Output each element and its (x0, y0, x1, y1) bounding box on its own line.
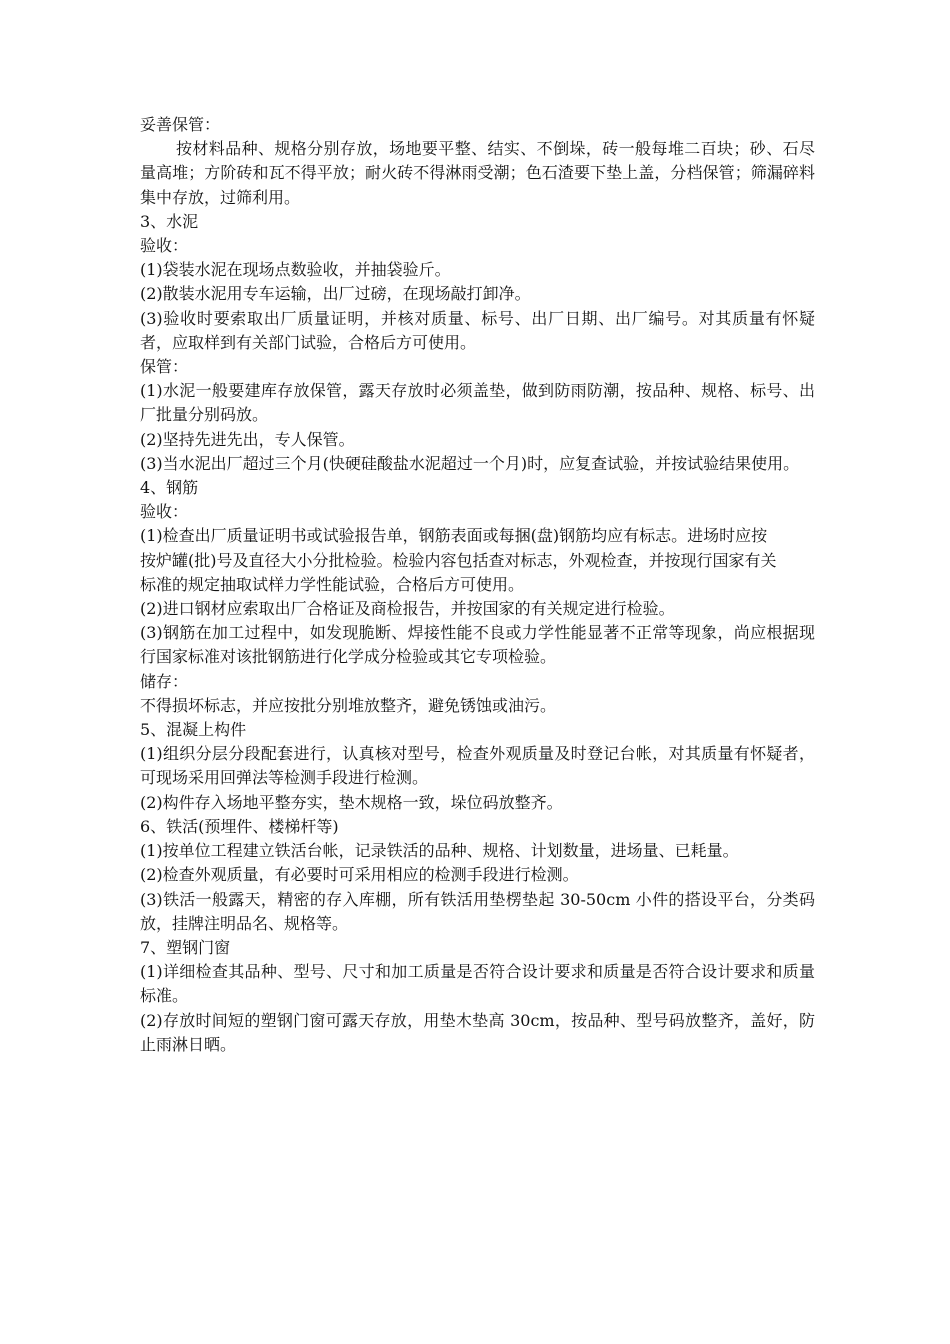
paragraph: (3)当水泥出厂超过三个月(快硬硅酸盐水泥超过一个月)时，应复查试验，并按试验结果使用。 (140, 453, 800, 473)
paragraph: 验收： (140, 236, 189, 256)
paragraph: (2)检查外观质量，有必要时可采用相应的检测手段进行检测。 (140, 865, 579, 885)
paragraph: (2)进口钢材应索取出厂合格证及商检报告，并按国家的有关规定进行检验。 (140, 599, 675, 619)
paragraph: 5、混凝上构件 (140, 720, 247, 740)
paragraph: (2)散装水泥用专车运输，出厂过磅，在现场敲打卸净。 (140, 284, 531, 304)
paragraph: (1)详细检查其品种、型号、尺寸和加工质量是否符合设计要求和质量是否符合设计要求和质量标准。 (140, 962, 815, 1006)
paragraph: 按炉罐(批)号及直径大小分批检验。检验内容包括查对标志，外观检查，并按现行国家有关 (140, 550, 777, 570)
paragraph: 保管： (140, 357, 189, 377)
paragraph: (2)坚持先进先出，专人保管。 (140, 429, 355, 449)
paragraph: (2)构件存入场地平整夯实，垫木规格一致，垛位码放整齐。 (140, 792, 563, 812)
paragraph: (3)钢筋在加工过程中，如发现脆断、焊接性能不良或力学性能显著不正常等现象，尚应根据现行国家标准对该批钢筋进行化学成分检验或其它专项检验。 (140, 623, 815, 667)
paragraph: (1)按单位工程建立铁活台帐，记录铁活的品种、规格、计划数量，进场量、已耗量。 (140, 841, 739, 861)
paragraph: (1)袋装水泥在现场点数验收，并抽袋验斤。 (140, 260, 451, 280)
paragraph: 按材料品种、规格分别存放，场地要平整、结实、不倒垛，砖一般每堆二百块；砂、石尽量高堆；方阶砖和瓦不得平放；耐火砖不得淋雨受潮；色石渣要下垫上盖，分档保管；筛漏碎料集中存放，过筛利用。 (140, 139, 815, 207)
paragraph: 储存： (140, 671, 189, 691)
paragraph: 妥善保管： (140, 115, 221, 134)
paragraph: (3)验收时要索取出厂质量证明，并核对质量、标号、出厂日期、出厂编号。对其质量有怀疑者，应取样到有关部门试验，合格后方可使用。 (140, 308, 815, 352)
paragraph: 6、铁活(预埋件、楼梯杆等) (140, 816, 339, 836)
paragraph: (3)铁活一般露天，精密的存入库棚，所有铁活用垫楞垫起 30-50cm 小件的搭设平台，分类码放，挂牌注明品名、规格等。 (140, 889, 815, 933)
paragraph: (2)存放时间短的塑钢门窗可露天存放，用垫木垫高 30cm，按品种、型号码放整齐，盖好，防止雨淋日晒。 (140, 1010, 815, 1054)
paragraph: 4、钢筋 (140, 478, 199, 498)
paragraph: 3、水泥 (140, 211, 199, 231)
document-page (140, 113, 815, 1057)
paragraph: 标准的规定抽取试样力学性能试验，合格后方可使用。 (140, 574, 525, 594)
paragraph: 不得损坏标志，并应按批分别堆放整齐，避免锈蚀或油污。 (140, 695, 557, 715)
paragraph: (1)检查出厂质量证明书或试验报告单，钢筋表面或每捆(盘)钢筋均应有标志。进场时应按 (140, 526, 768, 546)
paragraph: 7、塑钢门窗 (140, 937, 231, 957)
paragraph: (1)水泥一般要建库存放保管，露天存放时必须盖垫，做到防雨防潮，按品种、规格、标号、出厂批量分别码放。 (140, 381, 815, 425)
paragraph: (1)组织分层分段配套进行，认真核对型号，检查外观质量及时登记台帐，对其质量有怀疑者，可现场采用回弹法等检测手段进行检测。 (140, 744, 815, 788)
paragraph: 验收： (140, 502, 189, 522)
